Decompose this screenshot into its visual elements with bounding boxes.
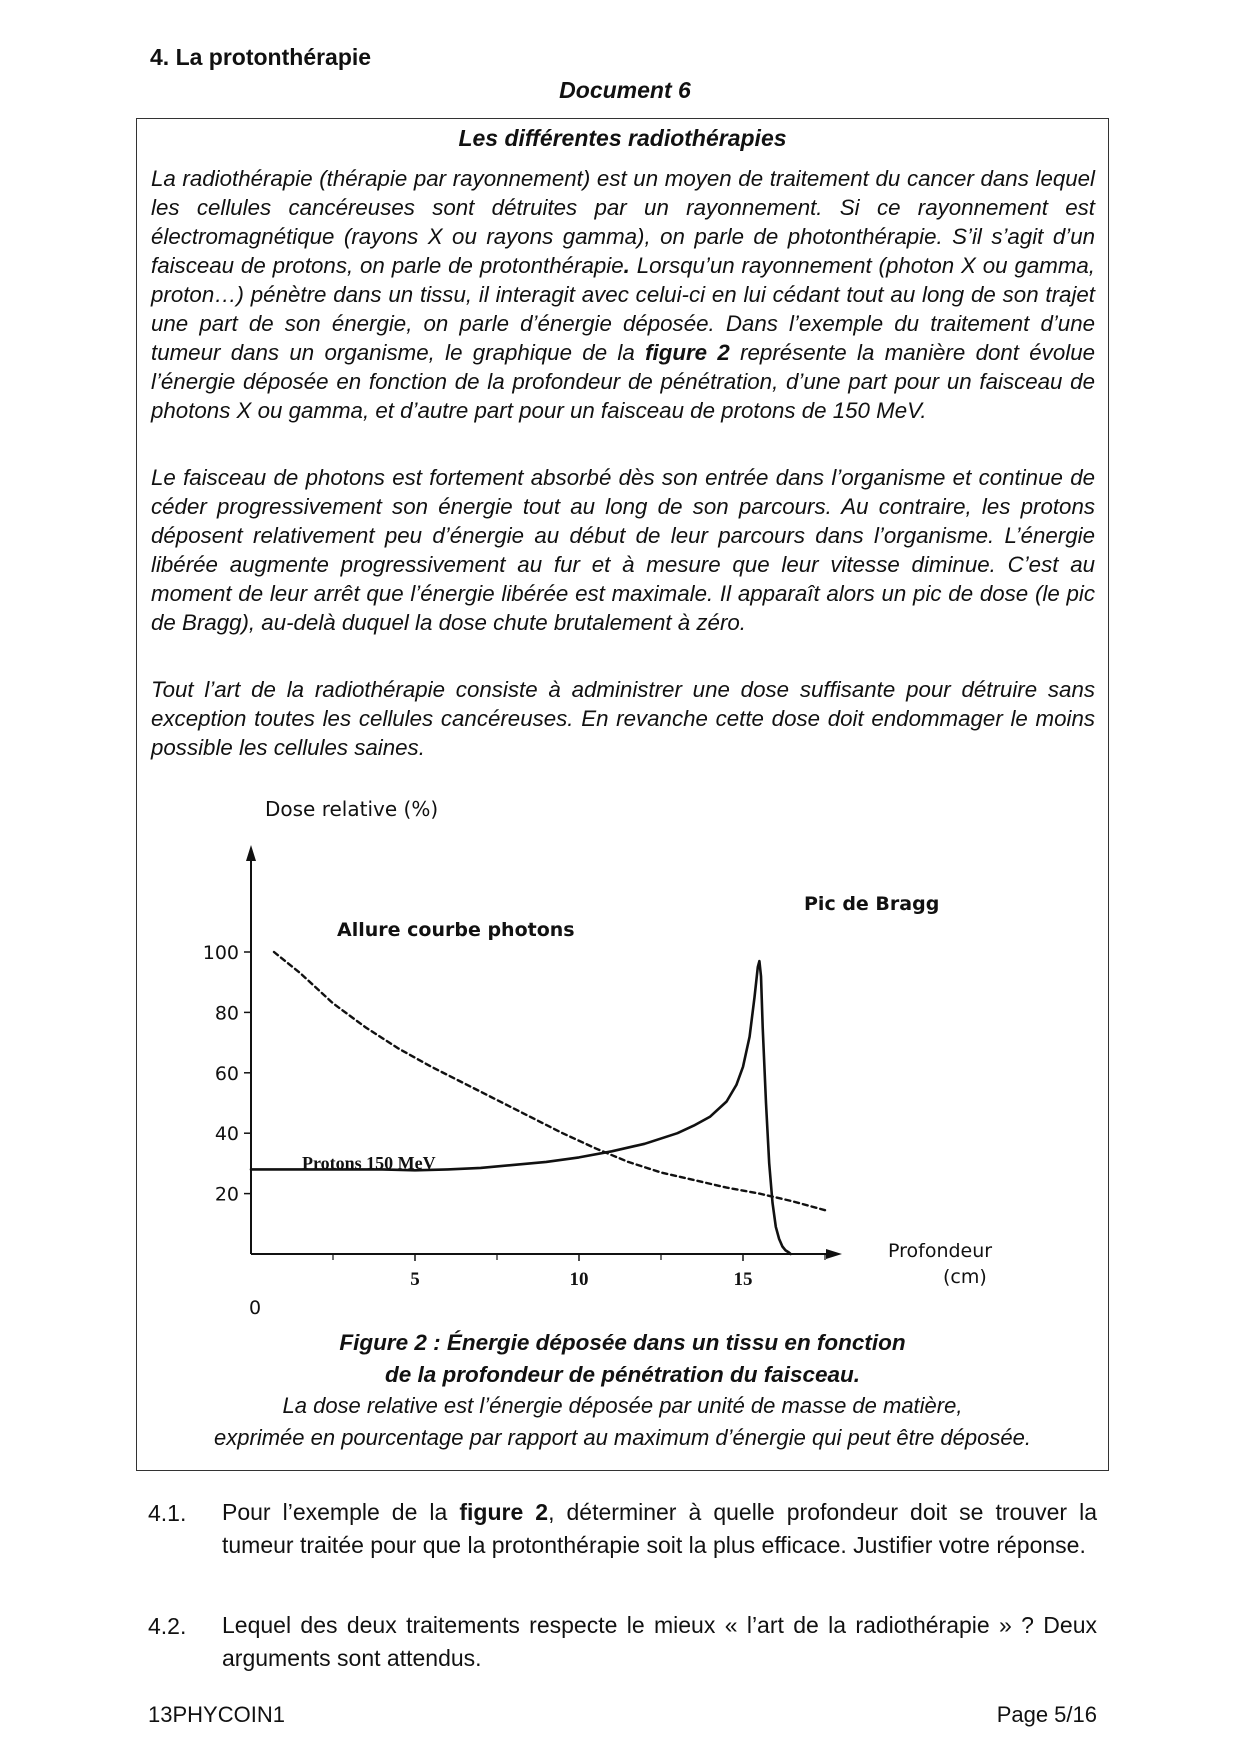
x-tick-label: 5 (410, 1269, 420, 1290)
footer-exam-code: 13PHYCOIN1 (148, 1702, 285, 1727)
y-tick-label: 60 (214, 1062, 239, 1085)
paragraph-bragg: Le faisceau de photons est fortement absorbé dès son entrée dans l’organisme et continue de céder progressivement son énergie tout au long de son parcours. Au contraire, les protons déposent relativement peu d’énergie au début de leur parcours dans l’organisme. L’énergie libérée augmente progressivement au fur et à mesure que leur vitesse diminue. C’est au moment de leur arrêt que l’énergie libérée est maximale. Il apparaît alors un pic de dose (le pic de Bragg), au-delà duquel la dose chute brutalement à zéro. (151, 465, 1095, 635)
document-box (136, 118, 1109, 1471)
question-number: 4.2. (148, 1613, 187, 1639)
annotation-photons: Allure courbe photons (337, 919, 575, 941)
figure-caption-line2: de la profondeur de pénétration du faisceau. (384, 1362, 861, 1387)
figure-caption-line1: Figure 2 : Énergie déposée dans un tissu en fonction (339, 1330, 906, 1355)
figure-note-line2: exprimée en pourcentage par rapport au maximum d’énergie qui peut être déposée. (214, 1425, 1031, 1450)
question-text: Lequel des deux traitements respecte le mieux « l’art de la radiothérapie » ? Deux arguments sont attendus. (222, 1612, 1097, 1671)
annotation-bragg-peak: Pic de Bragg (804, 893, 940, 915)
document-label: Document 6 (559, 77, 691, 103)
figure-note-line1: La dose relative est l’énergie déposée par unité de masse de matière, (282, 1393, 963, 1418)
section-title: 4. La protonthérapie (150, 44, 372, 70)
y-tick-label: 20 (214, 1183, 239, 1206)
annotation-protons: Protons 150 MeV (302, 1153, 436, 1173)
y-tick-label: 80 (214, 1002, 239, 1025)
x-tick-label: 15 (733, 1269, 753, 1290)
origin-label: 0 (249, 1297, 262, 1319)
footer-page-number: Page 5/16 (996, 1702, 1097, 1727)
x-axis-arrow (826, 1249, 842, 1259)
y-tick-label: 100 (202, 942, 239, 964)
chart-plot-area (203, 797, 993, 1319)
y-axis-arrow (246, 845, 256, 861)
figure-2-chart (137, 119, 1107, 1459)
box-title: Les différentes radiothérapies (458, 125, 787, 151)
y-tick-label: 40 (214, 1123, 239, 1146)
question-number: 4.1. (148, 1500, 187, 1526)
question-text: Pour l’exemple de la figure 2, déterminer à quelle profondeur doit se trouver la tumeur traitée pour que la protonthérapie soit la plus efficace. Justifier votre réponse. (222, 1499, 1097, 1558)
x-axis-label: Profondeur (888, 1240, 993, 1262)
paragraph-intro: La radiothérapie (thérapie par rayonnement) est un moyen de traitement du cancer dans lequel les cellules cancéreuses sont détruites par un rayonnement. Si ce rayonnement est électromagnétique (rayons X ou rayons gamma), on parle de photonthérapie. S’il s’agit d’un faisceau de protons, on parle de protonthérapie. Lorsqu’un rayonnement (photon X ou gamma, proton…) pénètre dans un tissu, il interagit avec celui-ci en lui cédant tout au long de son trajet une part de son énergie, on parle d’énergie déposée. Dans l’exemple du traitement d’une tumeur dans un organisme, le graphique de la figure 2 représente la manière dont évolue l’énergie déposée en fonction de la profondeur de pénétration, d’une part pour un faisceau de photons X ou gamma, et d’autre part pour un faisceau de protons de 150 MeV. (151, 166, 1095, 423)
x-tick-label: 10 (569, 1269, 589, 1290)
paragraph-art: Tout l’art de la radiothérapie consiste à administrer une dose suffisante pour détruire sans exception toutes les cellules cancéreuses. En revanche cette dose doit endommager le moins possible les cellules saines. (151, 677, 1095, 760)
x-axis-unit-label: (cm) (943, 1266, 987, 1288)
y-axis-label: Dose relative (%) (265, 797, 439, 821)
protons-curve (251, 961, 791, 1254)
